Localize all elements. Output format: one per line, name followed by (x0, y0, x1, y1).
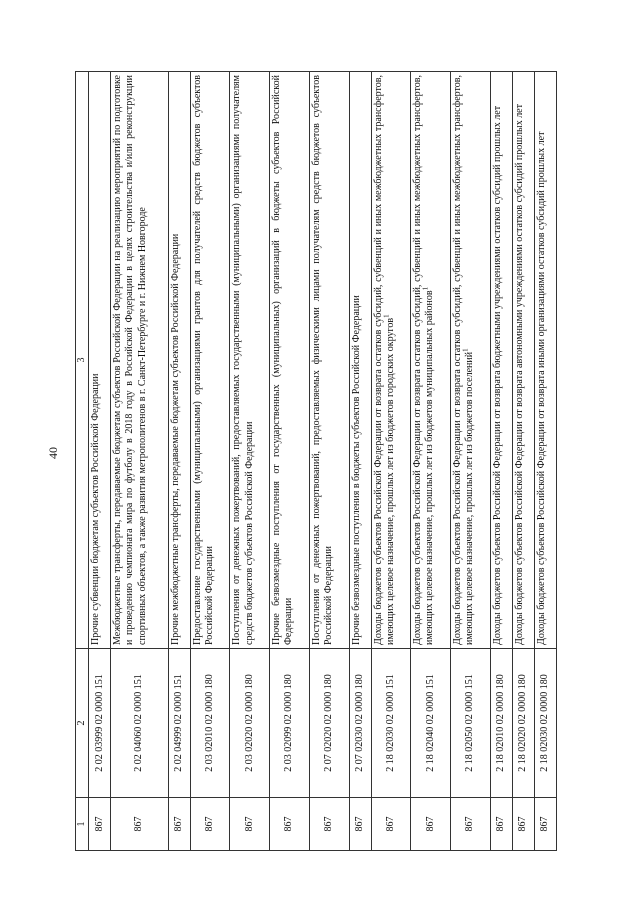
revenue-code-cell: 2 02 04060 02 0000 151 (111, 649, 168, 798)
revenue-name-text: Предоставление государственными (муниципальными) организациями грантов для получателей средств бюджетов субъектов Российской Федерации (191, 75, 215, 645)
revenue-name-cell (534, 72, 556, 649)
column-header-3: 3 (76, 72, 89, 649)
revenue-name-text: Межбюджетные трансферты, передаваемые бюджетам субъектов Российской Федерации на реализацию мероприятий по подготовке и проведению чемпионата мира по футболу в 2018 году в Российской Федерации в целях строительства и/или реконструкции спортивных объектов, а также развития метрополитенов в г. Санкт-Петербурге и г. Нижнем Новгороде (112, 75, 148, 645)
revenue-name-text: Прочие субвенции бюджетам субъектов Российской Федерации (90, 373, 102, 645)
revenue-name-cell (309, 72, 349, 649)
revenue-code-cell: 2 18 02020 02 0000 180 (512, 649, 534, 798)
revenue-name-text: Доходы бюджетов субъектов Российской Федерации от возврата остатков субсидий, субвенций и иных межбюджетных трансфертов, имеющих целевое назначение, прошлых лет из бюджетов городских округов (372, 75, 396, 645)
admin-code-cell: 867 (89, 798, 111, 851)
table-row (349, 72, 371, 851)
table-row (168, 72, 190, 851)
rotated-table-container (75, 71, 557, 851)
page-number: 40 (46, 447, 60, 459)
revenue-code-cell: 2 03 02099 02 0000 180 (270, 649, 310, 798)
revenue-name-cell (230, 72, 270, 649)
revenue-name-text: Поступления от денежных пожертвований, предоставляемых государственными (муниципальными) организациями получателям средств бюджетов субъектов Российской Федерации (231, 75, 255, 645)
revenue-code-cell: 2 18 02030 02 0000 180 (534, 649, 556, 798)
table-row (89, 72, 111, 851)
revenue-name-text: Прочие межбюджетные трансферты, передаваемые бюджетам субъектов Российской Федерации (169, 233, 181, 645)
revenue-code-cell: 2 18 02010 02 0000 180 (490, 649, 512, 798)
admin-code-cell: 867 (451, 798, 491, 851)
admin-code-cell: 867 (270, 798, 310, 851)
revenue-name-cell (451, 72, 491, 649)
table-row (451, 72, 491, 851)
footnote-mark: 1 (382, 314, 391, 318)
revenue-name-cell (270, 72, 310, 649)
table-row (534, 72, 556, 851)
admin-code-cell: 867 (371, 798, 411, 851)
revenue-name-text: Доходы бюджетов субъектов Российской Федерации от возврата остатков субсидий, субвенций и иных межбюджетных трансфертов, имеющих целевое назначение, прошлых лет из бюджетов муниципальных районов (412, 75, 436, 645)
revenue-name-cell (411, 72, 451, 649)
column-header-2: 2 (76, 649, 89, 798)
revenue-name-text: Доходы бюджетов субъектов Российской Федерации от возврата автономными учреждениями остатков субсидий прошлых лет (513, 104, 525, 645)
admin-code-cell: 867 (349, 798, 371, 851)
revenue-codes-table (75, 71, 557, 851)
table-row (230, 72, 270, 851)
revenue-name-text: Прочие безвозмездные поступления в бюджеты субъектов Российской Федерации (350, 295, 362, 645)
table-row (309, 72, 349, 851)
table-body (89, 72, 557, 851)
admin-code-cell: 867 (490, 798, 512, 851)
footnote-mark: 1 (422, 286, 431, 291)
revenue-code-cell: 2 07 02020 02 0000 180 (309, 649, 349, 798)
revenue-name-text: Прочие безвозмездные поступления от государственных (муниципальных) организаций в бюджеты субъектов Российской Федерации (271, 75, 295, 645)
revenue-code-cell: 2 03 02010 02 0000 180 (190, 649, 230, 798)
admin-code-cell: 867 (512, 798, 534, 851)
revenue-name-cell (371, 72, 411, 649)
revenue-name-cell (349, 72, 371, 649)
table-row (512, 72, 534, 851)
revenue-name-cell (168, 72, 190, 649)
revenue-name-cell (190, 72, 230, 649)
table-row (270, 72, 310, 851)
admin-code-cell: 867 (230, 798, 270, 851)
table-row (490, 72, 512, 851)
admin-code-cell: 867 (190, 798, 230, 851)
revenue-code-cell: 2 18 02030 02 0000 151 (371, 649, 411, 798)
revenue-name-text: Доходы бюджетов субъектов Российской Федерации от возврата бюджетными учреждениями остатков субсидий прошлых лет (491, 105, 503, 645)
footnote-mark: 1 (461, 348, 470, 352)
revenue-name-cell (89, 72, 111, 649)
revenue-name-text: Доходы бюджетов субъектов Российской Федерации от возврата остатков субсидий, субвенций и иных межбюджетных трансфертов, имеющих целевое назначение, прошлых лет из бюджетов поселений (452, 75, 476, 645)
revenue-name-cell (512, 72, 534, 649)
table-row (190, 72, 230, 851)
revenue-code-cell: 2 18 02050 02 0000 151 (451, 649, 491, 798)
revenue-name-cell (111, 72, 168, 649)
admin-code-cell: 867 (534, 798, 556, 851)
admin-code-cell: 867 (309, 798, 349, 851)
revenue-code-cell: 2 02 04999 02 0000 151 (168, 649, 190, 798)
table-row (371, 72, 411, 851)
admin-code-cell: 867 (168, 798, 190, 851)
table-row (411, 72, 451, 851)
revenue-code-cell: 2 07 02030 02 0000 180 (349, 649, 371, 798)
table-row (111, 72, 168, 851)
admin-code-cell: 867 (411, 798, 451, 851)
revenue-code-cell: 2 18 02040 02 0000 151 (411, 649, 451, 798)
revenue-code-cell: 2 03 02020 02 0000 180 (230, 649, 270, 798)
revenue-name-cell (490, 72, 512, 649)
revenue-code-cell: 2 02 03999 02 0000 151 (89, 649, 111, 798)
table-header-row (76, 72, 89, 851)
column-header-1: 1 (76, 798, 89, 851)
revenue-name-text: Доходы бюджетов субъектов Российской Федерации от возврата иными организациями остатков субсидий прошлых лет (535, 131, 547, 645)
revenue-name-text: Поступления от денежных пожертвований, предоставляемых физическими лицами получателям средств бюджетов субъектов Российской Федерации (310, 75, 335, 645)
admin-code-cell: 867 (111, 798, 168, 851)
